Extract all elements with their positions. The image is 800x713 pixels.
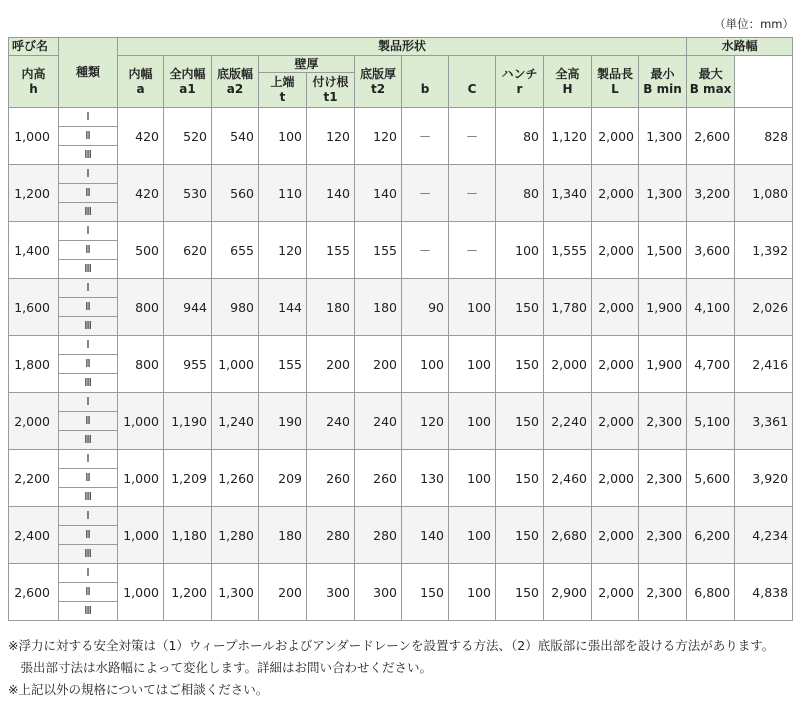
cell-full-inner-width: 955 [164, 336, 212, 393]
cell-c: 100 [449, 336, 496, 393]
cell-total-height: 1,780 [544, 279, 592, 336]
header-inner-height-label: 内高 [21, 66, 46, 81]
cell-min-width: 1,300 [639, 108, 687, 165]
cell-b: 140 [402, 507, 449, 564]
cell-base-thickness: 240 [355, 393, 402, 450]
cell-kind: Ⅰ [59, 450, 118, 469]
header-top-end-sym: t [279, 90, 286, 104]
note-buoyancy: ※浮力に対する安全対策は（1）ウィープホールおよびアンダードレーンを設置する方法、（2）底版部に張出部を設ける方法があります。 [8, 638, 775, 653]
cell-inner-height: 1,200 [9, 165, 59, 222]
table-row [9, 507, 793, 526]
header-product-length-sym: L [611, 81, 619, 96]
cell-root: 260 [307, 450, 355, 507]
cell-c: 100 [449, 507, 496, 564]
cell-product-length: 2,000 [592, 450, 639, 507]
cell-haunch: 150 [496, 450, 544, 507]
header-root-sym: t1 [323, 90, 338, 104]
cell-min-width: 1,900 [639, 336, 687, 393]
cell-top-end: 180 [259, 507, 307, 564]
cell-max-width: 5,600 [687, 450, 735, 507]
cell-min-width: 2,300 [639, 507, 687, 564]
cell-inner-width: 420 [118, 165, 164, 222]
cell-ref-mass: 1,392 [735, 222, 793, 279]
cell-haunch: 150 [496, 507, 544, 564]
cell-base-width: 1,300 [212, 564, 259, 621]
header-min-sym: B min [643, 81, 682, 96]
header-channel-width: 水路幅 [687, 38, 793, 56]
cell-inner-height: 2,000 [9, 393, 59, 450]
cell-total-height: 2,000 [544, 336, 592, 393]
cell-kind: Ⅱ [59, 298, 118, 317]
cell-full-inner-width: 944 [164, 279, 212, 336]
cell-top-end: 110 [259, 165, 307, 222]
header-base-thickness-label: 底版厚 [359, 66, 396, 81]
cell-full-inner-width: 620 [164, 222, 212, 279]
cell-max-width: 4,700 [687, 336, 735, 393]
cell-kind: Ⅰ [59, 165, 118, 184]
header-min-label: 最小 [650, 66, 675, 81]
header-nominal: 呼び名 [9, 38, 59, 56]
cell-base-width: 655 [212, 222, 259, 279]
cell-inner-height: 2,600 [9, 564, 59, 621]
table-row [9, 165, 793, 184]
cell-top-end: 200 [259, 564, 307, 621]
cell-product-length: 2,000 [592, 507, 639, 564]
cell-c: 100 [449, 279, 496, 336]
cell-kind: Ⅱ [59, 469, 118, 488]
cell-ref-mass: 1,080 [735, 165, 793, 222]
cell-kind: Ⅰ [59, 222, 118, 241]
header-total-height-label: 全高 [555, 66, 580, 81]
cell-kind: Ⅰ [59, 336, 118, 355]
cell-full-inner-width: 520 [164, 108, 212, 165]
cell-kind: Ⅱ [59, 526, 118, 545]
cell-kind: Ⅲ [59, 374, 118, 393]
header-base-thickness-sym: t2 [370, 81, 386, 96]
cell-base-width: 560 [212, 165, 259, 222]
cell-haunch: 150 [496, 336, 544, 393]
cell-min-width: 1,300 [639, 165, 687, 222]
cell-top-end: 209 [259, 450, 307, 507]
cell-top-end: 120 [259, 222, 307, 279]
cell-inner-width: 800 [118, 279, 164, 336]
cell-kind: Ⅲ [59, 545, 118, 564]
cell-ref-mass: 4,838 [735, 564, 793, 621]
cell-c: － [449, 222, 496, 279]
table-row [9, 336, 793, 355]
table-row [9, 222, 793, 241]
header-top-end [259, 73, 307, 108]
cell-inner-width: 1,000 [118, 393, 164, 450]
note-other-specs: ※上記以外の規格についてはご相談ください。 [8, 682, 269, 697]
header-min [639, 56, 687, 108]
cell-product-length: 2,000 [592, 108, 639, 165]
header-wall-thickness: 壁厚 [259, 56, 355, 73]
cell-root: 180 [307, 279, 355, 336]
cell-haunch: 80 [496, 165, 544, 222]
cell-root: 155 [307, 222, 355, 279]
cell-ref-mass: 3,361 [735, 393, 793, 450]
header-b-label: b [420, 81, 430, 96]
header-product-length [592, 56, 639, 108]
cell-kind: Ⅲ [59, 260, 118, 279]
cell-total-height: 2,460 [544, 450, 592, 507]
cell-inner-width: 1,000 [118, 564, 164, 621]
table-row [9, 393, 793, 412]
cell-haunch: 150 [496, 564, 544, 621]
header-full-inner-width-sym: a1 [179, 81, 196, 96]
cell-product-length: 2,000 [592, 279, 639, 336]
header-inner-width-sym: a [136, 81, 145, 96]
cell-b: 130 [402, 450, 449, 507]
cell-c: 100 [449, 564, 496, 621]
cell-kind: Ⅰ [59, 564, 118, 583]
cell-min-width: 1,500 [639, 222, 687, 279]
cell-kind: Ⅰ [59, 507, 118, 526]
header-max [687, 56, 735, 108]
table-body [9, 108, 793, 621]
cell-b: 150 [402, 564, 449, 621]
table-row [9, 108, 793, 127]
header-c [449, 56, 496, 108]
cell-total-height: 2,240 [544, 393, 592, 450]
cell-inner-width: 800 [118, 336, 164, 393]
cell-base-width: 1,260 [212, 450, 259, 507]
cell-base-thickness: 260 [355, 450, 402, 507]
cell-min-width: 1,900 [639, 279, 687, 336]
header-haunch [496, 56, 544, 108]
cell-haunch: 100 [496, 222, 544, 279]
cell-base-thickness: 300 [355, 564, 402, 621]
cell-base-thickness: 280 [355, 507, 402, 564]
cell-kind: Ⅱ [59, 184, 118, 203]
cell-c: － [449, 108, 496, 165]
cell-max-width: 3,600 [687, 222, 735, 279]
header-base-thickness [355, 56, 402, 108]
cell-base-thickness: 180 [355, 279, 402, 336]
cell-product-length: 2,000 [592, 222, 639, 279]
cell-total-height: 1,340 [544, 165, 592, 222]
cell-ref-mass: 4,234 [735, 507, 793, 564]
cell-b: － [402, 108, 449, 165]
cell-inner-width: 1,000 [118, 450, 164, 507]
cell-kind: Ⅱ [59, 355, 118, 374]
cell-max-width: 4,100 [687, 279, 735, 336]
header-product-shape: 製品形状 [118, 38, 687, 56]
cell-kind: Ⅰ [59, 108, 118, 127]
cell-b: － [402, 165, 449, 222]
cell-base-width: 980 [212, 279, 259, 336]
cell-ref-mass: 2,026 [735, 279, 793, 336]
cell-top-end: 190 [259, 393, 307, 450]
cell-max-width: 5,100 [687, 393, 735, 450]
cell-b: － [402, 222, 449, 279]
cell-kind: Ⅲ [59, 602, 118, 621]
cell-b: 120 [402, 393, 449, 450]
unit-label: （単位：mm） [714, 17, 794, 31]
cell-product-length: 2,000 [592, 393, 639, 450]
cell-full-inner-width: 1,209 [164, 450, 212, 507]
table-row [9, 279, 793, 298]
cell-full-inner-width: 1,190 [164, 393, 212, 450]
cell-root: 300 [307, 564, 355, 621]
cell-ref-mass: 2,416 [735, 336, 793, 393]
cell-inner-width: 420 [118, 108, 164, 165]
cell-base-thickness: 120 [355, 108, 402, 165]
cell-max-width: 3,200 [687, 165, 735, 222]
header-kind: 種類 [59, 38, 118, 108]
cell-root: 120 [307, 108, 355, 165]
cell-kind: Ⅱ [59, 583, 118, 602]
cell-top-end: 144 [259, 279, 307, 336]
header-haunch-sym: r [516, 81, 523, 96]
cell-haunch: 150 [496, 393, 544, 450]
cell-total-height: 1,555 [544, 222, 592, 279]
cell-base-width: 1,240 [212, 393, 259, 450]
cell-inner-height: 1,400 [9, 222, 59, 279]
cell-kind: Ⅰ [59, 393, 118, 412]
cell-inner-height: 2,400 [9, 507, 59, 564]
cell-kind: Ⅱ [59, 127, 118, 146]
notes [8, 635, 798, 701]
cell-b: 90 [402, 279, 449, 336]
cell-product-length: 2,000 [592, 165, 639, 222]
header-inner-height [9, 56, 59, 108]
header-max-sym: B max [689, 81, 732, 96]
cell-ref-mass: 3,920 [735, 450, 793, 507]
cell-product-length: 2,000 [592, 564, 639, 621]
cell-root: 200 [307, 336, 355, 393]
header-base-width [212, 56, 259, 108]
cell-full-inner-width: 1,200 [164, 564, 212, 621]
cell-haunch: 150 [496, 279, 544, 336]
header-total-height-sym: H [562, 81, 573, 96]
cell-base-width: 1,000 [212, 336, 259, 393]
cell-ref-mass: 828 [735, 108, 793, 165]
spec-table [8, 37, 793, 621]
cell-inner-width: 1,000 [118, 507, 164, 564]
cell-min-width: 2,300 [639, 393, 687, 450]
cell-root: 140 [307, 165, 355, 222]
header-inner-width [118, 56, 164, 108]
header-full-inner-width [164, 56, 212, 108]
cell-kind: Ⅲ [59, 431, 118, 450]
cell-max-width: 6,200 [687, 507, 735, 564]
cell-inner-width: 500 [118, 222, 164, 279]
table-row [9, 450, 793, 469]
cell-total-height: 1,120 [544, 108, 592, 165]
cell-base-thickness: 200 [355, 336, 402, 393]
header-inner-width-label: 内幅 [128, 66, 153, 81]
header-c-label: C [467, 81, 477, 96]
cell-full-inner-width: 1,180 [164, 507, 212, 564]
cell-full-inner-width: 530 [164, 165, 212, 222]
cell-root: 240 [307, 393, 355, 450]
header-inner-height-sym: h [29, 81, 38, 96]
header-total-height [544, 56, 592, 108]
header-base-width-label: 底版幅 [216, 66, 253, 81]
header-base-width-sym: a2 [226, 81, 244, 96]
cell-kind: Ⅲ [59, 317, 118, 336]
header-root [307, 73, 355, 108]
cell-top-end: 155 [259, 336, 307, 393]
cell-kind: Ⅲ [59, 203, 118, 222]
cell-b: 100 [402, 336, 449, 393]
cell-product-length: 2,000 [592, 336, 639, 393]
cell-kind: Ⅲ [59, 146, 118, 165]
table-row [9, 564, 793, 583]
cell-total-height: 2,900 [544, 564, 592, 621]
cell-max-width: 6,800 [687, 564, 735, 621]
cell-base-width: 540 [212, 108, 259, 165]
cell-min-width: 2,300 [639, 450, 687, 507]
cell-c: 100 [449, 450, 496, 507]
header-top-end-label: 上端 [270, 75, 295, 89]
cell-kind: Ⅱ [59, 241, 118, 260]
cell-kind: Ⅱ [59, 412, 118, 431]
note-overhang: 張出部寸法は水路幅によって変化します。詳細はお問い合わせください。 [8, 660, 433, 675]
cell-kind: Ⅰ [59, 279, 118, 298]
header-full-inner-width-label: 全内幅 [169, 66, 206, 81]
cell-base-thickness: 155 [355, 222, 402, 279]
cell-inner-height: 2,200 [9, 450, 59, 507]
cell-base-thickness: 140 [355, 165, 402, 222]
cell-inner-height: 1,000 [9, 108, 59, 165]
header-haunch-label: ハンチ [501, 66, 538, 81]
cell-min-width: 2,300 [639, 564, 687, 621]
cell-max-width: 2,600 [687, 108, 735, 165]
cell-total-height: 2,680 [544, 507, 592, 564]
cell-haunch: 80 [496, 108, 544, 165]
cell-inner-height: 1,800 [9, 336, 59, 393]
cell-inner-height: 1,600 [9, 279, 59, 336]
header-max-label: 最大 [698, 66, 723, 81]
cell-root: 280 [307, 507, 355, 564]
cell-kind: Ⅲ [59, 488, 118, 507]
header-root-label: 付け根 [312, 75, 349, 89]
header-product-length-label: 製品長 [596, 66, 633, 81]
cell-top-end: 100 [259, 108, 307, 165]
cell-base-width: 1,280 [212, 507, 259, 564]
table-header [9, 38, 793, 108]
header-b [402, 56, 449, 108]
cell-c: 100 [449, 393, 496, 450]
cell-c: － [449, 165, 496, 222]
